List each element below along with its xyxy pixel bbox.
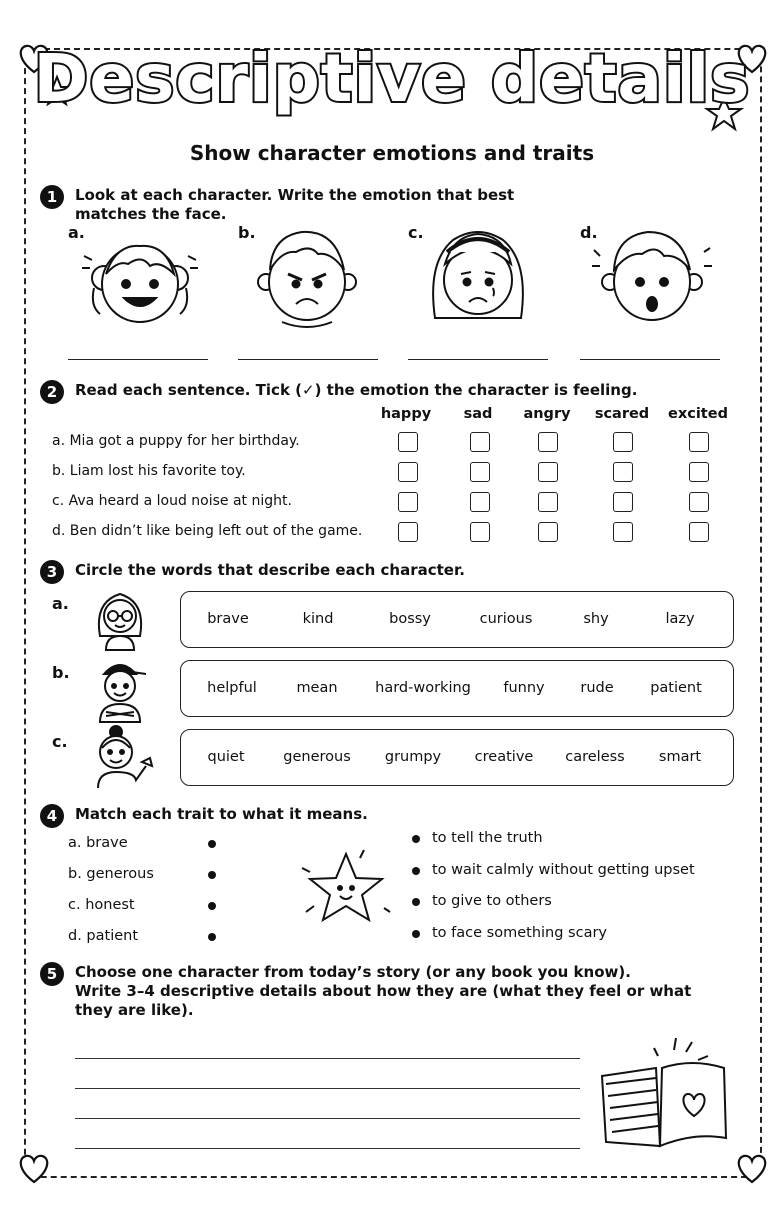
emotion-checkbox-scared[interactable] <box>613 522 633 542</box>
match-dot[interactable] <box>208 871 216 879</box>
face-label: a. <box>68 223 85 242</box>
emotion-checkbox-sad[interactable] <box>470 492 490 512</box>
trait-item: b. generous <box>68 866 154 882</box>
emotion-checkbox-scared[interactable] <box>613 432 633 452</box>
emotion-checkbox-excited[interactable] <box>689 522 709 542</box>
trait-word[interactable]: smart <box>658 749 702 765</box>
waving-girl-icon <box>90 722 160 790</box>
match-dot[interactable] <box>412 898 420 906</box>
column-header-happy: happy <box>380 406 432 422</box>
emotion-checkbox-angry[interactable] <box>538 522 558 542</box>
answer-line[interactable] <box>238 359 378 360</box>
writing-line[interactable] <box>75 1148 580 1149</box>
match-dot[interactable] <box>208 933 216 941</box>
angry-boy-face-icon <box>252 222 362 332</box>
trait-word[interactable]: careless <box>565 749 625 765</box>
trait-word[interactable]: brave <box>207 611 249 627</box>
section4-instruction: Match each trait to what it means. <box>75 805 368 823</box>
trait-word[interactable]: lazy <box>665 611 695 627</box>
trait-item: c. honest <box>68 897 135 913</box>
page-title: Descriptive details <box>33 40 751 117</box>
section3-instruction: Circle the words that describe each character. <box>75 561 465 579</box>
match-dot[interactable] <box>208 902 216 910</box>
sentence-row: b. Liam lost his favorite toy. <box>52 463 246 479</box>
emotion-checkbox-angry[interactable] <box>538 462 558 482</box>
face-label: b. <box>238 223 256 242</box>
trait-word[interactable]: grumpy <box>384 749 442 765</box>
emotion-checkbox-sad[interactable] <box>470 432 490 452</box>
answer-line[interactable] <box>68 359 208 360</box>
match-dot[interactable] <box>412 835 420 843</box>
face-label: d. <box>580 223 598 242</box>
face-label: c. <box>408 223 424 242</box>
emotion-checkbox-angry[interactable] <box>538 492 558 512</box>
match-dot[interactable] <box>412 867 420 875</box>
sentence-row: c. Ava heard a loud noise at night. <box>52 493 292 509</box>
page-subtitle: Show character emotions and traits <box>189 141 595 165</box>
happy-girl-face-icon <box>80 230 200 330</box>
section-number: 1 <box>40 185 64 209</box>
section-number: 2 <box>40 380 64 404</box>
column-header-sad: sad <box>463 406 493 422</box>
emotion-checkbox-sad[interactable] <box>470 462 490 482</box>
trait-word[interactable]: bossy <box>389 611 431 627</box>
writing-line[interactable] <box>75 1088 580 1089</box>
sentence-row: d. Ben didn’t like being left out of the game. <box>52 523 363 539</box>
emotion-checkbox-excited[interactable] <box>689 462 709 482</box>
emotion-checkbox-scared[interactable] <box>613 492 633 512</box>
word-box-b <box>180 660 734 717</box>
meaning-item: to give to others <box>432 893 552 909</box>
emotion-checkbox-happy[interactable] <box>398 492 418 512</box>
smiling-star-icon <box>300 848 392 930</box>
section2-instruction: Read each sentence. Tick (✓) the emotion the character is feeling. <box>75 381 638 399</box>
match-dot[interactable] <box>412 930 420 938</box>
emotion-checkbox-excited[interactable] <box>689 492 709 512</box>
section5-instruction: Choose one character from today’s story (or any book you know). Write 3–4 descriptive details about how they are (what they feel or what they are like). <box>75 963 692 1019</box>
heart-corner-icon <box>14 1150 54 1186</box>
sad-girl-face-icon <box>423 222 533 332</box>
answer-line[interactable] <box>408 359 548 360</box>
column-header-scared: scared <box>594 406 650 422</box>
trait-word[interactable]: shy <box>583 611 609 627</box>
meaning-item: to tell the truth <box>432 830 543 846</box>
trait-word[interactable]: mean <box>296 680 338 696</box>
emotion-checkbox-angry[interactable] <box>538 432 558 452</box>
sentence-row: a. Mia got a puppy for her birthday. <box>52 433 300 449</box>
trait-word[interactable]: quiet <box>207 749 245 765</box>
boy-with-cap-icon <box>90 652 150 724</box>
meaning-item: to face something scary <box>432 925 607 941</box>
trait-item: a. brave <box>68 835 128 851</box>
trait-word[interactable]: curious <box>479 611 533 627</box>
girl-with-glasses-icon <box>90 584 150 654</box>
answer-line[interactable] <box>580 359 720 360</box>
meaning-item: to wait calmly without getting upset <box>432 862 695 878</box>
column-header-angry: angry <box>523 406 571 422</box>
trait-word[interactable]: generous <box>283 749 351 765</box>
word-box-a <box>180 591 734 648</box>
trait-word[interactable]: hard-working <box>375 680 471 696</box>
emotion-checkbox-excited[interactable] <box>689 432 709 452</box>
trait-word[interactable]: rude <box>580 680 614 696</box>
character-label: c. <box>52 732 68 751</box>
emotion-checkbox-scared[interactable] <box>613 462 633 482</box>
emotion-checkbox-happy[interactable] <box>398 462 418 482</box>
trait-word[interactable]: helpful <box>207 680 257 696</box>
trait-word[interactable]: creative <box>474 749 534 765</box>
section-number: 3 <box>40 560 64 584</box>
trait-word[interactable]: funny <box>503 680 545 696</box>
emotion-checkbox-sad[interactable] <box>470 522 490 542</box>
trait-word[interactable]: patient <box>650 680 702 696</box>
section-number: 4 <box>40 804 64 828</box>
character-label: b. <box>52 663 70 682</box>
emotion-checkbox-happy[interactable] <box>398 522 418 542</box>
surprised-boy-face-icon <box>592 222 712 332</box>
match-dot[interactable] <box>208 840 216 848</box>
trait-word[interactable]: kind <box>302 611 334 627</box>
writing-line[interactable] <box>75 1058 580 1059</box>
word-box-c <box>180 729 734 786</box>
trait-item: d. patient <box>68 928 139 944</box>
column-header-excited: excited <box>668 406 728 422</box>
open-book-heart-icon <box>596 1034 736 1152</box>
writing-line[interactable] <box>75 1118 580 1119</box>
character-label: a. <box>52 594 69 613</box>
section-number: 5 <box>40 962 64 986</box>
heart-corner-icon <box>732 1150 772 1186</box>
emotion-checkbox-happy[interactable] <box>398 432 418 452</box>
section1-instruction: Look at each character. Write the emotion that best matches the face. <box>75 186 515 223</box>
